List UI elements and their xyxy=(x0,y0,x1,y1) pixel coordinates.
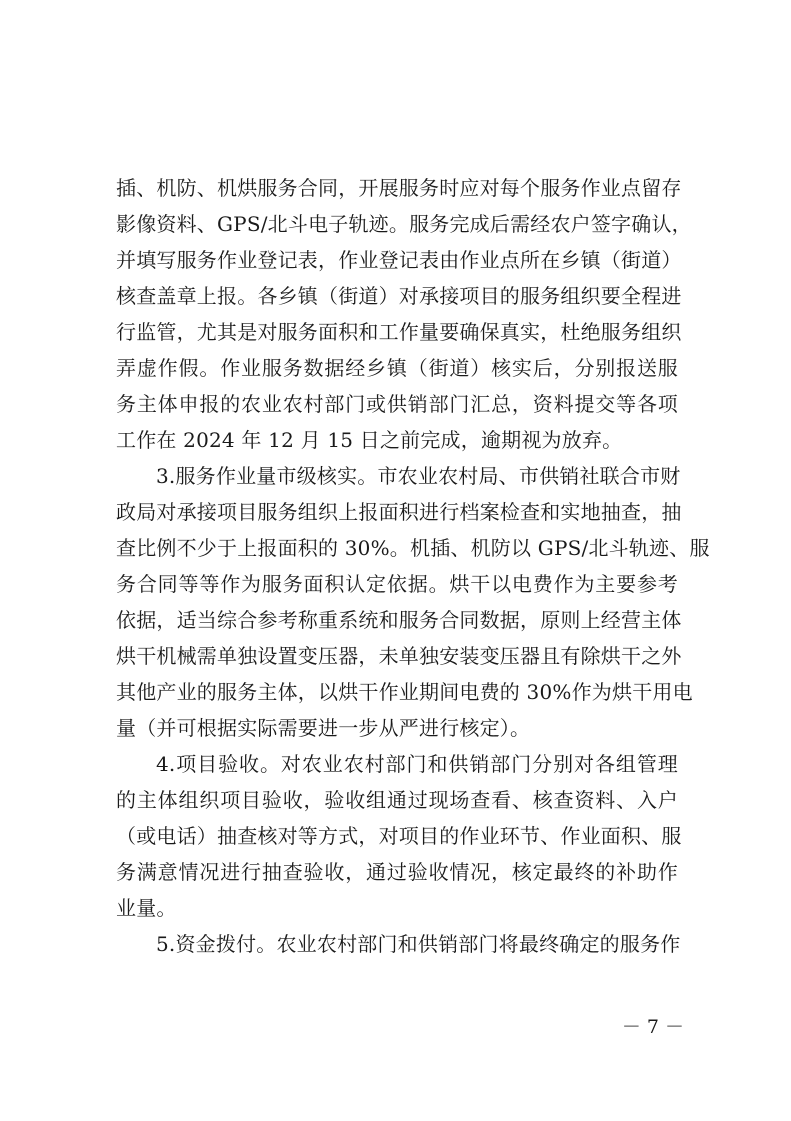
body-text-line: 务主体申报的农业农村部门或供销部门汇总，资料提交等各项 xyxy=(116,392,678,416)
body-text-line: 政局对承接项目服务组织上报面积进行档案检查和实地抽查，抽 xyxy=(116,500,682,524)
body-text-line: 插、机防、机烘服务合同，开展服务时应对每个服务作业点留存 xyxy=(116,176,682,200)
body-text-line: 依据，适当综合参考称重系统和服务合同数据，原则上经营主体 xyxy=(116,608,682,632)
body-text-line: 务满意情况进行抽查验收，通过验收情况，核定最终的补助作 xyxy=(116,860,678,884)
body-text-line: 工作在 2024 年 12 月 15 日之前完成，逾期视为放弃。 xyxy=(116,428,623,452)
body-text-line: 行监管，尤其是对服务面积和工作量要确保真实，杜绝服务组织 xyxy=(116,320,682,344)
section-heading-line: 5.资金拨付。农业农村部门和供销部门将最终确定的服务作 xyxy=(156,932,681,956)
section-heading-line: 4.项目验收。对农业农村部门和供销部门分别对各组管理 xyxy=(156,752,678,776)
body-text-line: 业量。 xyxy=(116,896,177,920)
body-text-line: 核查盖章上报。各乡镇（街道）对承接项目的服务组织要全程进 xyxy=(116,284,682,308)
body-text-line: 影像资料、GPS/北斗电子轨迹。服务完成后需经农户签字确认， xyxy=(116,212,692,236)
body-text-line: 务合同等等作为服务面积认定依据。烘干以电费作为主要参考 xyxy=(116,572,678,596)
body-text-line: 并填写服务作业登记表，作业登记表由作业点所在乡镇（街道） xyxy=(116,248,682,272)
body-text-line: 其他产业的服务主体，以烘干作业期间电费的 30%作为烘干用电 xyxy=(116,680,693,704)
page-number: － 7 － xyxy=(621,1016,684,1038)
body-text-line: 弄虚作假。作业服务数据经乡镇（街道）核实后，分别报送服 xyxy=(116,356,678,380)
body-text-line: 烘干机械需单独设置变压器，未单独安装变压器且有除烘干之外 xyxy=(116,644,682,668)
body-text-line: 量（并可根据实际需要进一步从严进行核定）。 xyxy=(116,716,531,740)
body-text-line: 查比例不少于上报面积的 30%。机插、机防以 GPS/北斗轨迹、服 xyxy=(116,536,710,560)
body-text-line: 的主体组织项目验收，验收组通过现场查看、核查资料、入户 xyxy=(116,788,678,812)
body-text-line: （或电话）抽查核对等方式，对项目的作业环节、作业面积、服 xyxy=(116,824,682,848)
section-heading-line: 3.服务作业量市级核实。市农业农村局、市供销社联合市财 xyxy=(156,464,681,488)
